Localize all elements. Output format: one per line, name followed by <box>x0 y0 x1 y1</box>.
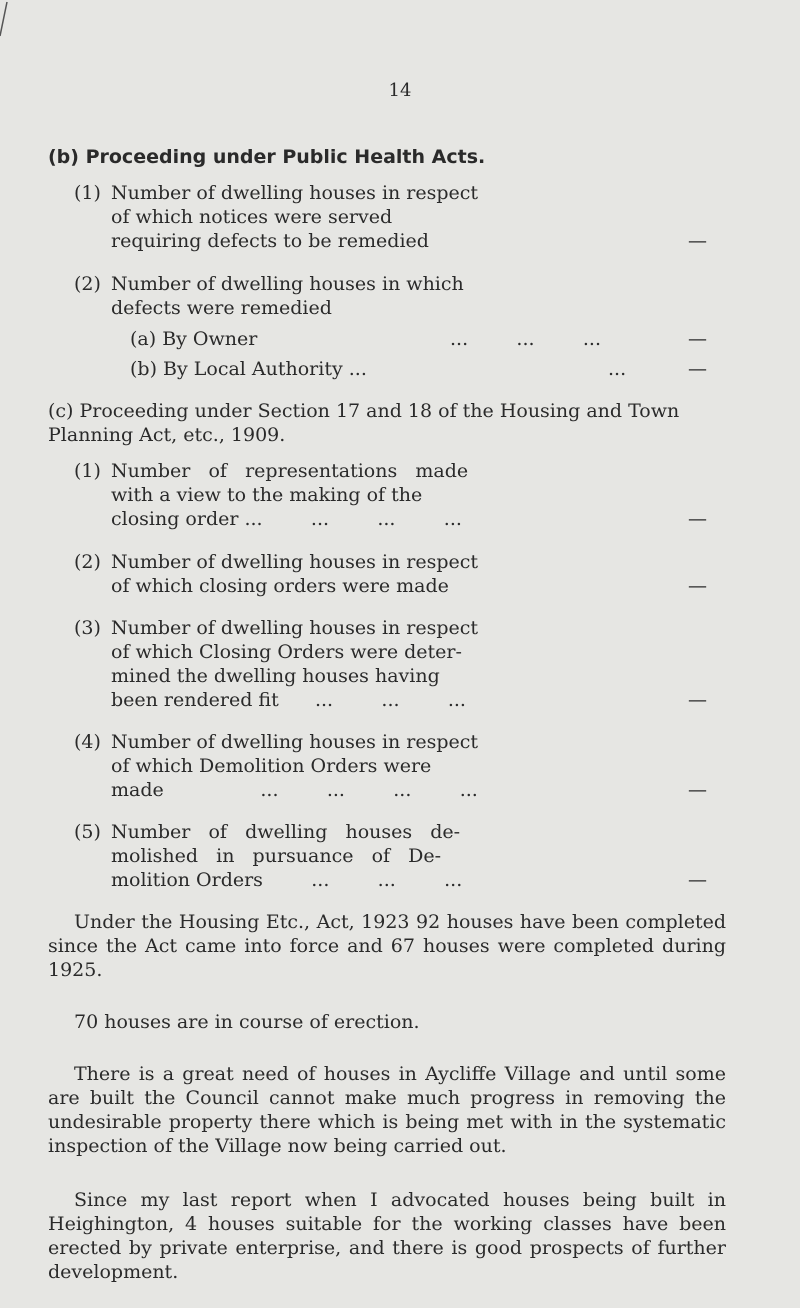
page-corner-mark <box>0 0 10 40</box>
item-text-line: Number of dwelling houses de- <box>111 821 461 843</box>
item-number: (1) <box>74 182 101 204</box>
item-text-line: of which notices were served <box>111 206 393 228</box>
item-value: — <box>688 358 707 380</box>
item-text-line: molished in pursuance of De- <box>111 845 442 867</box>
body-paragraph: 70 houses are in course of erection. <box>74 1011 420 1033</box>
item-text-line: defects were remedied <box>111 297 332 319</box>
leader-dots: ... ... ... <box>450 328 601 350</box>
body-paragraph: Under the Housing Etc., Act, 1923 92 houses have been completed since the Act came into force and 67 houses were completed during 1925. <box>48 911 726 981</box>
item-text-line: of which closing orders were made <box>111 575 449 597</box>
item-text-line: Number of dwelling houses in respect <box>111 617 479 639</box>
item-text-line: Number of dwelling houses in which <box>111 273 464 295</box>
item-text-line: Number of representations made <box>111 460 469 482</box>
body-paragraph: Since my last report when I advocated houses being built in Heighington, 4 houses suitable for the working classes have been erected by private enterprise, and there is good prospects of further development. <box>48 1189 726 1283</box>
item-text-line: of which Demolition Orders were <box>111 755 432 777</box>
section-c-heading: (c) Proceeding under Section 17 and 18 of the Housing and Town <box>48 400 680 422</box>
item-number: (4) <box>74 731 101 753</box>
item-text-line: of which Closing Orders were deter- <box>111 641 462 663</box>
sub-item-label: (a) By Owner <box>130 328 258 350</box>
item-value: — <box>688 508 707 530</box>
item-value: — <box>688 328 707 350</box>
item-value: — <box>688 230 707 252</box>
item-value: — <box>688 779 707 801</box>
page-number: 14 <box>388 80 412 101</box>
section-c-heading: Planning Act, etc., 1909. <box>48 424 286 446</box>
item-text-line: requiring defects to be remedied <box>111 230 429 252</box>
item-text-line: Number of dwelling houses in respect <box>111 551 479 573</box>
item-text-line: with a view to the making of the <box>111 484 423 506</box>
item-number: (3) <box>74 617 101 639</box>
leader-dots: ... <box>608 358 627 380</box>
body-paragraph: There is a great need of houses in Aycliffe Village and until some are built the Council cannot make much progress in removing the undesirable property there which is being met with in the systematic inspection of the Village now being carried out. <box>48 1063 726 1157</box>
item-text-line: Number of dwelling houses in respect <box>111 182 479 204</box>
item-text-line: molition Orders ... ... ... <box>111 869 463 891</box>
section-b-heading: (b) Proceeding under Public Health Acts. <box>48 146 486 168</box>
item-number: (2) <box>74 551 101 573</box>
item-text-line: mined the dwelling houses having <box>111 665 440 687</box>
item-number: (2) <box>74 273 101 295</box>
sub-item-label: (b) By Local Authority ... <box>130 358 367 380</box>
item-text-line: Number of dwelling houses in respect <box>111 731 479 753</box>
item-text-line: been rendered fit ... ... ... <box>111 689 466 711</box>
item-text-line: closing order ... ... ... ... <box>111 508 462 530</box>
item-number: (5) <box>74 821 101 843</box>
item-value: — <box>688 869 707 891</box>
item-text-line: made ... ... ... ... <box>111 779 478 801</box>
item-number: (1) <box>74 460 101 482</box>
item-value: — <box>688 575 707 597</box>
item-value: — <box>688 689 707 711</box>
